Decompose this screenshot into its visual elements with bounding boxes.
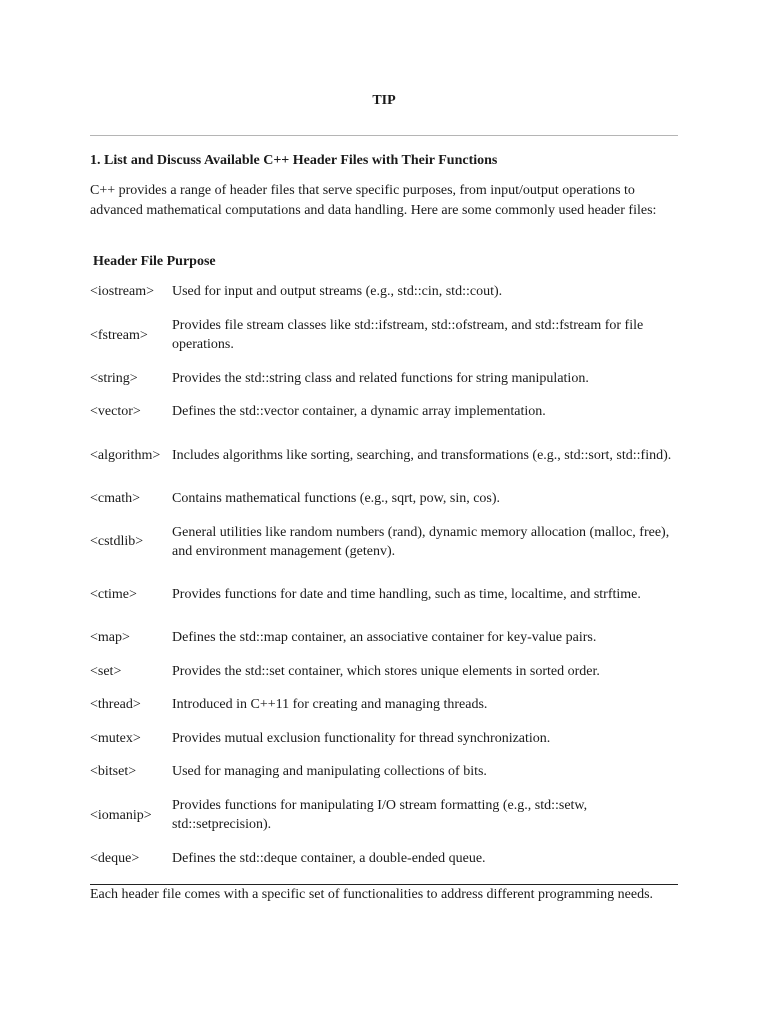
table-row — [90, 395, 678, 429]
header-name-cell: <cstdlib> — [90, 534, 144, 549]
purpose-cell: General utilities like random numbers (rand), dynamic memory allocation (malloc, free), and environment management (getenv). — [172, 524, 670, 559]
table-row — [90, 309, 678, 362]
column-header-purpose: Purpose — [166, 254, 216, 269]
purpose-cell: Provides the std::string class and related functions for string manipulation. — [172, 370, 589, 386]
column-header-file: Header File — [93, 254, 164, 269]
purpose-cell: Provides functions for date and time handling, such as time, localtime, and strftime. — [172, 587, 641, 602]
purpose-cell: Provides the std::set container, which stores unique elements in sorted order. — [172, 663, 600, 679]
header-name-cell: <set> — [90, 663, 122, 679]
header-name-cell: <iostream> — [90, 284, 154, 300]
section-heading: 1. List and Discuss Available C++ Header Files with Their Functions — [90, 153, 498, 168]
purpose-cell: Defines the std::deque container, a double-ended queue. — [172, 850, 486, 866]
document-title: TIP — [372, 93, 396, 108]
purpose-cell: Introduced in C++11 for creating and managing threads. — [172, 697, 488, 713]
table-row — [90, 275, 678, 309]
table-row — [90, 515, 678, 568]
table-row — [90, 842, 678, 876]
header-name-cell: <iomanip> — [90, 807, 152, 823]
purpose-cell: Used for managing and manipulating collections of bits. — [172, 764, 487, 780]
table-row — [90, 362, 678, 396]
purpose-cell: Defines the std::map container, an associative container for key-value pairs. — [172, 630, 597, 646]
header-name-cell: <bitset> — [90, 764, 137, 780]
header-name-cell: <cmath> — [90, 490, 140, 506]
header-name-cell: <mutex> — [90, 730, 141, 746]
table-row — [90, 755, 678, 789]
header-name-cell: <algorithm> — [90, 447, 161, 463]
table-row — [90, 429, 678, 482]
intro-paragraph: C++ provides a range of header files that serve specific purposes, from input/output operations to advanced mathematical computations and data handling. Here are some commonly used header files: — [90, 183, 657, 218]
purpose-cell: Contains mathematical functions (e.g., sqrt, pow, sin, cos). — [172, 490, 501, 506]
purpose-cell: Includes algorithms like sorting, searching, and transformations (e.g., std::sort, std::find). — [172, 447, 672, 463]
table-row — [90, 722, 678, 756]
top-divider — [90, 135, 678, 136]
purpose-cell: Used for input and output streams (e.g., std::cin, std::cout). — [172, 284, 503, 300]
header-name-cell: <map> — [90, 630, 130, 646]
table-row — [90, 482, 678, 516]
table-row — [90, 655, 678, 689]
header-name-cell: <vector> — [90, 404, 141, 420]
header-files-table — [90, 253, 678, 875]
purpose-cell: Provides file stream classes like std::ifstream, std::ofstream, and std::fstream for file operations. — [172, 318, 644, 352]
table-row — [90, 621, 678, 655]
table-row — [90, 789, 678, 842]
header-name-cell: <string> — [90, 370, 138, 386]
header-name-cell: <deque> — [90, 850, 140, 866]
purpose-cell: Provides mutual exclusion functionality for thread synchronization. — [172, 730, 551, 746]
header-name-cell: <thread> — [90, 697, 141, 713]
table-row — [90, 688, 678, 722]
header-name-cell: <ctime> — [90, 587, 137, 602]
purpose-cell: Defines the std::vector container, a dynamic array implementation. — [172, 404, 546, 420]
closing-paragraph: Each header file comes with a specific set of functionalities to address different programming needs. — [90, 887, 654, 902]
purpose-cell: Provides functions for manipulating I/O stream formatting (e.g., std::setw, std::setprecision). — [172, 798, 588, 832]
table-header-row — [90, 253, 678, 275]
table-row — [90, 568, 678, 621]
header-name-cell: <fstream> — [90, 327, 148, 343]
